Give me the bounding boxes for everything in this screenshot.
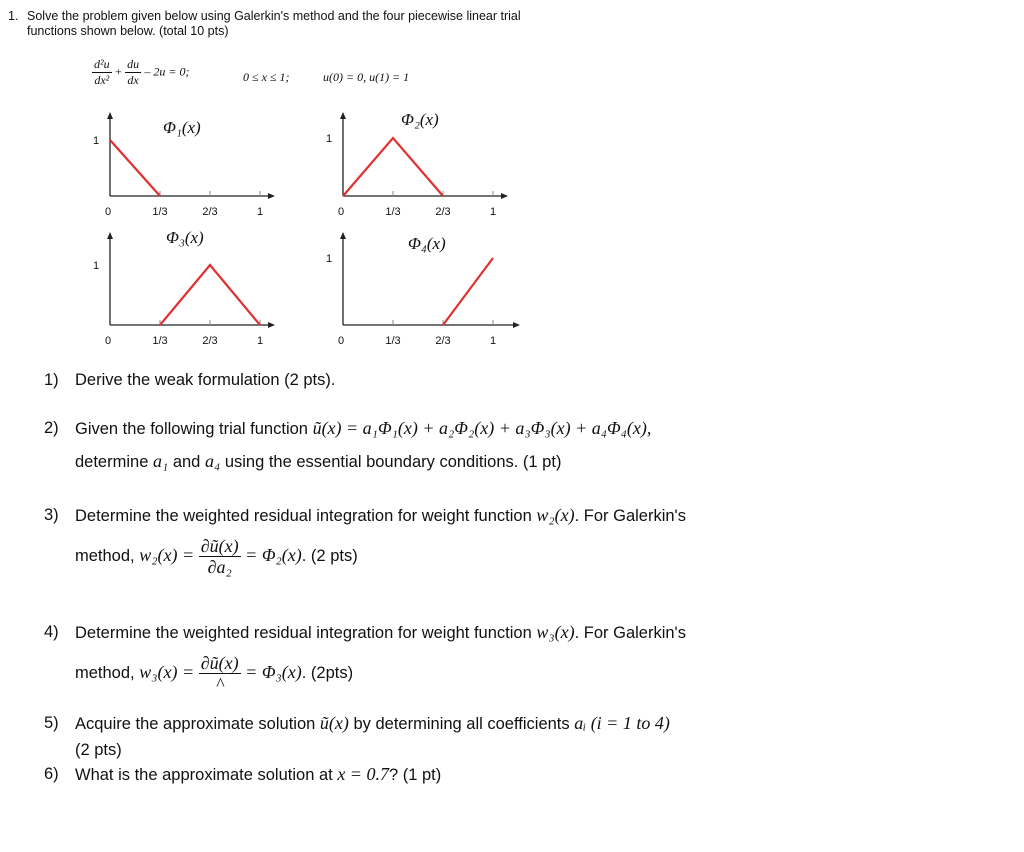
question-6-tail: ? (1 pt) (388, 766, 442, 784)
question-3-method: method, (75, 546, 135, 565)
question-6-text: What is the approximate solution at (75, 766, 333, 784)
phi3-label: Φ₃(x) (166, 228, 204, 247)
trial-function-line (443, 258, 493, 325)
problem-number: 1. (8, 9, 19, 23)
y-tick-label: 1 (325, 253, 333, 265)
phi1-label: Φ₁(x) (163, 118, 201, 137)
question-4-line1 (75, 622, 686, 643)
question-2-tail: using the essential boundary conditions. (1 pt) (224, 453, 562, 471)
d2u-numerator: d²u (94, 57, 110, 71)
plot-phi3 (93, 232, 275, 347)
w3-lhs: w₃(x) = (139, 661, 195, 682)
question-5-text: Acquire the approximate solution (75, 715, 316, 733)
trial-function-plots (0, 100, 520, 350)
trial-function-line (343, 138, 443, 196)
problem-statement-line1: Solve the problem given below using Galerkin's method and the four piecewise linear trial (27, 9, 521, 23)
coef-a4: a₄ (204, 451, 221, 471)
boundary-conditions: u(0) = 0, u(1) = 1 (323, 70, 410, 84)
question-3-number: 3) (44, 506, 59, 524)
x-tick-label: 1/3 (385, 335, 401, 347)
x-tick-label: 1/3 (152, 206, 168, 218)
x-tick-label: 2/3 (435, 335, 451, 347)
problem-statement-line2: functions shown below. (total 10 pts) (27, 24, 229, 38)
question-4-points: . (2pts) (301, 663, 354, 682)
x-tick-label: 1 (256, 206, 264, 218)
question-2-line1 (75, 418, 651, 439)
x-axis-arrow (513, 322, 520, 328)
weight-function-w2: w₂(x) (536, 505, 575, 525)
question-5-text-mid: by determining all coefficients (353, 715, 570, 733)
x-tick-label: 1 (489, 335, 497, 347)
governing-equation: $\frac{\text{d²u}}{\text{dx²}}$ + $\frac{du}{dx}$ – 2u = 0; (94, 57, 190, 87)
question-3-text-tail: . For Galerkin's (574, 507, 686, 525)
question-2-determine: determine (75, 453, 149, 471)
trial-function-line (110, 140, 160, 196)
equation-rest: – 2u = 0; (144, 64, 190, 79)
coef-ai: aᵢ (574, 713, 587, 733)
x-axis-arrow (268, 193, 275, 199)
question-5-line1 (75, 713, 670, 734)
dx-denominator: dx (127, 73, 139, 87)
x-tick-label: 2/3 (202, 206, 218, 218)
question-4-text: Determine the weighted residual integration for weight function (75, 624, 532, 642)
question-2-and: and (172, 453, 201, 471)
question-5-points: (2 pts) (75, 741, 122, 759)
w3-frac-numerator: ∂ũ(x) (200, 653, 239, 673)
evaluation-point: x = 0.7 (337, 764, 389, 784)
question-6-number: 6) (44, 765, 59, 783)
y-axis-arrow (107, 112, 113, 119)
x-tick-label: 0 (104, 206, 112, 218)
x-tick-label: 2/3 (202, 335, 218, 347)
x-tick-label: 1 (256, 335, 264, 347)
approx-solution-symbol: ũ(x) (319, 713, 349, 733)
y-axis-arrow (340, 112, 346, 119)
question-2-line2 (75, 451, 561, 472)
question-4-method: method, (75, 663, 135, 682)
x-tick-label: 0 (337, 206, 345, 218)
coef-a1: a₁ (152, 451, 169, 471)
dx2-denominator: dx² (94, 73, 110, 87)
x-axis-arrow (268, 322, 275, 328)
w2-rhs: = Φ₂(x) (245, 544, 302, 565)
weight-function-w3: w₃(x) (536, 622, 575, 642)
phi2-label: Φ₂(x) (401, 110, 439, 129)
phi4-label: Φ₄(x) (408, 234, 446, 253)
x-axis-arrow (501, 193, 508, 199)
question-3-text: Determine the weighted residual integration for weight function (75, 507, 532, 525)
y-tick-label: 1 (92, 135, 100, 147)
x-tick-label: 0 (337, 335, 345, 347)
x-tick-label: 2/3 (435, 206, 451, 218)
x-tick-label: 1 (489, 206, 497, 218)
question-1-text: Derive the weak formulation (2 pts). (75, 371, 336, 389)
index-range: (i = 1 to 4) (590, 713, 670, 733)
question-1-number: 1) (44, 371, 59, 389)
w2-frac-denominator: ∂a₂ (207, 557, 232, 577)
question-2-text: Given the following trial function (75, 420, 308, 438)
question-3-line1 (75, 505, 686, 526)
y-axis-arrow (340, 232, 346, 239)
x-tick-label: 1/3 (385, 206, 401, 218)
y-tick-label: 1 (325, 133, 333, 145)
question-2-number: 2) (44, 419, 59, 437)
question-5-number: 5) (44, 714, 59, 732)
w2-frac-numerator: ∂ũ(x) (200, 536, 239, 556)
question-4-line2 (75, 653, 353, 693)
trial-function-line (160, 265, 260, 325)
du-numerator: du (127, 57, 140, 71)
w2-lhs: w₂(x) = (139, 544, 195, 565)
y-tick-label: 1 (92, 260, 100, 272)
question-4-text-tail: . For Galerkin's (574, 624, 686, 642)
x-tick-label: 1/3 (152, 335, 168, 347)
w3-frac-denominator: ^ (215, 674, 224, 693)
question-3-points: . (2 pts) (301, 546, 358, 565)
x-tick-label: 0 (104, 335, 112, 347)
w3-rhs: = Φ₃(x) (245, 661, 302, 682)
question-6-line1 (75, 764, 441, 785)
trial-function-expression: ũ(x) = a₁Φ₁(x) + a₂Φ₂(x) + a₃Φ₃(x) + a₄Φ₄(x), (312, 418, 652, 438)
question-3-line2 (75, 536, 358, 577)
domain-condition: 0 ≤ x ≤ 1; (243, 70, 290, 84)
y-axis-arrow (107, 232, 113, 239)
question-4-number: 4) (44, 623, 59, 641)
